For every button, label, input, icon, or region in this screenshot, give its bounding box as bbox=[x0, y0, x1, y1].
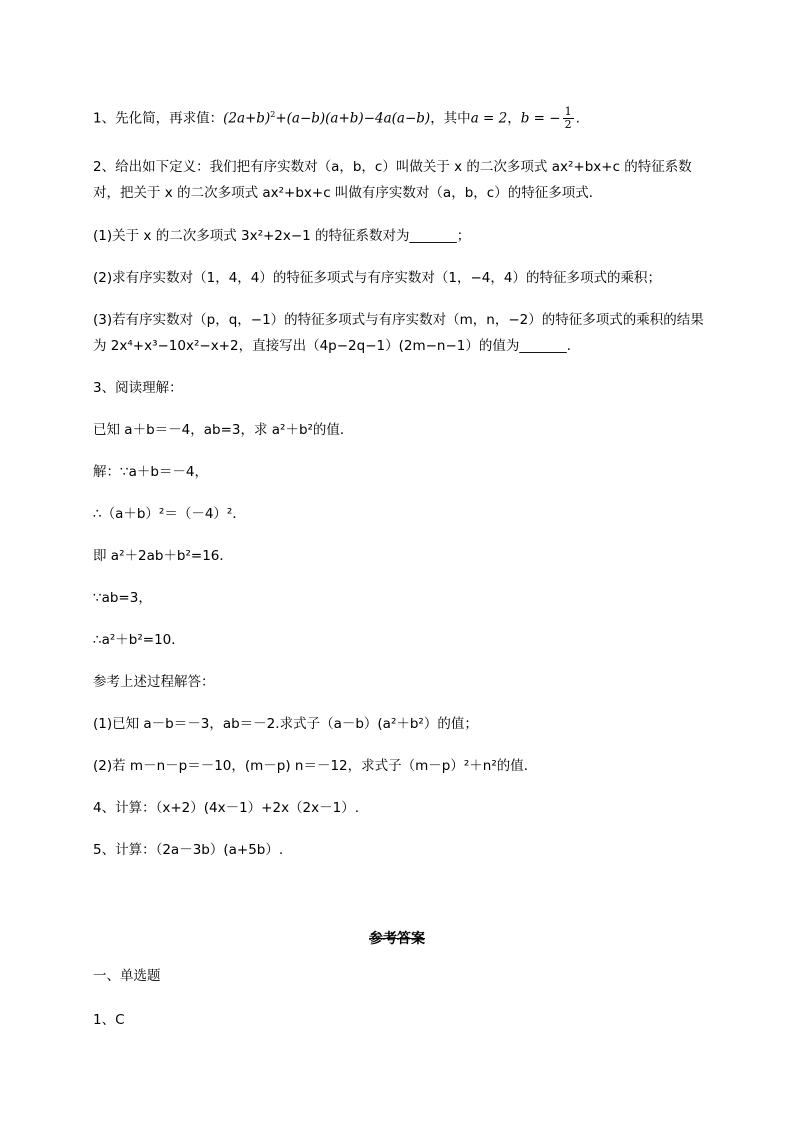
q2-line2: 对，把关于 x 的二次多项式 ax²+bx+c 叫做有序实数对（a，b，c）的特征多项式． bbox=[93, 185, 603, 201]
q1-cond-b: b = − bbox=[520, 110, 561, 127]
q2-part3-line2: 为 2x⁴+x³−10x²−x+2，直接写出（4p−2q−1）(2m−n−1）的值为_______. bbox=[93, 338, 571, 354]
q1-sep: ， bbox=[507, 110, 521, 127]
q1-end: . bbox=[575, 110, 580, 127]
answers-section: 一、单选题 bbox=[93, 968, 161, 984]
q3-reference: 参考上述过程解答： bbox=[93, 674, 215, 690]
q2-part1: (1)关于 x 的二次多项式 3x²+2x−1 的特征系数对为_______； bbox=[93, 228, 471, 244]
q3-title: 3、阅读理解： bbox=[93, 380, 183, 396]
q1-expr-part1: (2a+b) bbox=[223, 110, 271, 127]
q3-solution-3: 即 a²＋2ab＋b²=16． bbox=[93, 548, 233, 564]
q3-solution-2: ∴（a＋b）²＝（－4）²． bbox=[93, 506, 246, 522]
q1-cond-a: a = 2 bbox=[470, 110, 508, 127]
answer-item-1: 1、C bbox=[93, 1012, 125, 1028]
q3-solution-5: ∴a²＋b²=10． bbox=[93, 632, 185, 648]
answers-title: 参考答案 bbox=[369, 931, 425, 947]
q1-mid: ，其中 bbox=[430, 110, 471, 127]
q1-prefix: 1、先化简，再求值： bbox=[93, 110, 224, 127]
q3-solution-4: ∵ab=3， bbox=[93, 590, 152, 606]
q1-expr-part2: +(a−b)(a+b)−4a(a−b) bbox=[275, 110, 431, 127]
question-5: 5、计算：（2a－3b）(a+5b）. bbox=[93, 842, 284, 858]
q2-part2: (2)求有序实数对（1，4，4）的特征多项式与有序实数对（1，−4，4）的特征多项式的乘积； bbox=[93, 270, 661, 286]
q3-part1: (1)已知 a－b＝－3，ab＝－2.求式子（a－b）(a²＋b²）的值； bbox=[93, 716, 478, 732]
question-1: 1、先化简，再求值：$(2a+b)^2+(a-b)(a+b)-4a(a-b)$，其中a = 2，b = − $\frac{1}{2}$ . bbox=[93, 105, 580, 131]
question-4: 4、计算：（x+2）(4x－1）+2x（2x－1）. bbox=[93, 800, 360, 816]
q1-fraction: $\frac{1}{2}$ bbox=[564, 105, 572, 131]
q2-line1: 2、给出如下定义：我们把有序实数对（a，b，c）叫做关于 x 的二次多项式 ax²+bx+c 的特征系数 bbox=[93, 159, 692, 175]
q3-part2: (2)若 m－n－p＝－10，(m－p) n＝－12，求式子（m－p）²＋n²的值． bbox=[93, 758, 538, 774]
q3-solution-1: 解：∵a＋b＝－4， bbox=[93, 464, 209, 480]
q2-part3-line1: (3)若有序实数对（p，q，−1）的特征多项式与有序实数对（m，n，−2）的特征多项式的乘积的结果 bbox=[93, 312, 704, 328]
q3-given: 已知 a＋b＝－4，ab=3，求 a²＋b²的值． bbox=[93, 422, 354, 438]
